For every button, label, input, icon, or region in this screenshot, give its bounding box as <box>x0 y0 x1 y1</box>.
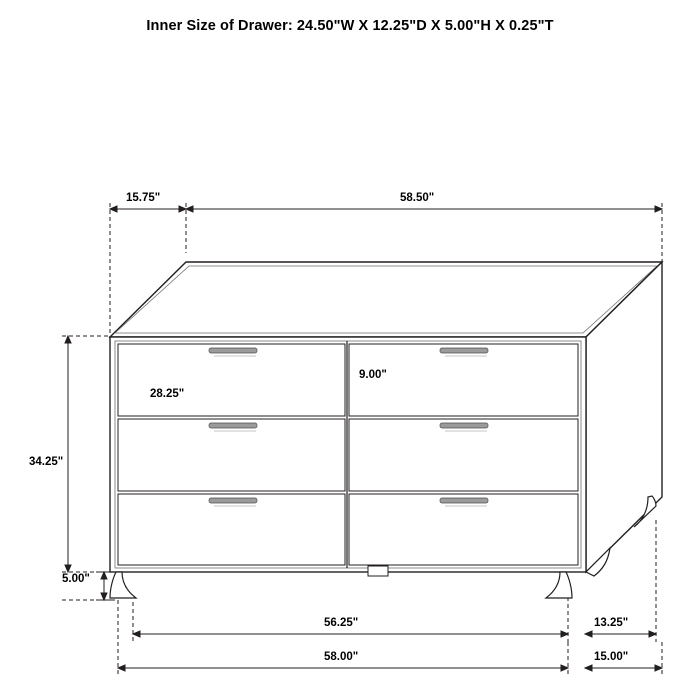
dimension-label-leg-height: 5.00" <box>62 573 90 585</box>
drawer-handle-icon <box>440 498 488 503</box>
dresser-top-inner-edge <box>115 266 657 333</box>
dresser-illustration <box>110 262 662 598</box>
dimension-label-case-width: 56.25" <box>324 617 359 629</box>
dimension-label-drawer-height: 9.00" <box>359 369 387 381</box>
dimension-label-top-depth: 15.75" <box>126 192 161 204</box>
drawer-handle-icon <box>209 423 257 428</box>
dimension-label-side-depth: 13.25" <box>594 617 629 629</box>
drawer-front <box>118 344 345 416</box>
dresser-leg-front-right <box>546 572 572 598</box>
dresser-leg-front-left <box>110 572 136 598</box>
drawer-handle-icon <box>440 348 488 353</box>
dimension-label-top-width: 58.50" <box>400 192 435 204</box>
drawer-handle-icon <box>440 423 488 428</box>
drawer-front <box>349 419 578 491</box>
dimension-label-drawer-width: 28.25" <box>150 388 185 400</box>
dimension-label-overall-depth: 15.00" <box>594 651 629 663</box>
drawer-handle-icon <box>209 348 257 353</box>
dimension-label-total-height: 34.25" <box>29 456 64 468</box>
drawer-front <box>118 494 345 565</box>
drawer-front <box>118 419 345 491</box>
center-bottom-bracket <box>368 566 388 576</box>
drawer-handle-icon <box>209 498 257 503</box>
page-title: Inner Size of Drawer: 24.50"W X 12.25"D X 5.00"H X 0.25"T <box>146 18 554 34</box>
drawer-front <box>349 494 578 565</box>
dimension-label-overall-width: 58.00" <box>324 651 359 663</box>
